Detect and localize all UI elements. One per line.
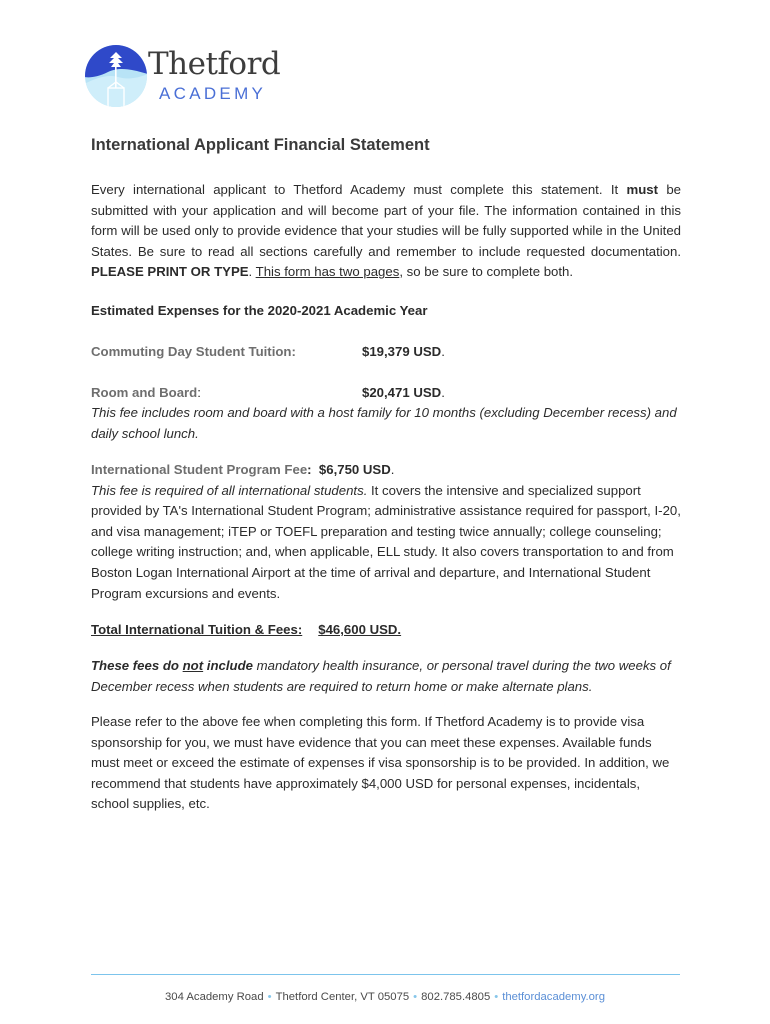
- isp-fee-note: It covers the intensive and specialized support provided by TA's International Student Program; administrative assistance required for passport, I-20, and visa management; iTEP or TOEFL preparation and testing twice annually; college counseling; college writing instruction; and, when applicable, ELL study. It also covers transportation to and from Boston Logan International Airport at the time of arrival and departure, and International Student Program excursions and events.: [91, 482, 681, 601]
- commuting-tuition-suffix: .: [441, 344, 445, 359]
- room-board-suffix: .: [441, 385, 445, 400]
- total-fees-amount: $46,600 USD.: [318, 622, 402, 637]
- room-board-note: This fee includes room and board with a host family for 10 months (excluding December recess) and daily school lunch.: [91, 405, 677, 441]
- academy-emblem-icon: [84, 44, 148, 108]
- room-board-row: [91, 383, 681, 404]
- intro-text-2: be submitted with your application and will become part of your file. The information contained in this form will be used only to provide evidence that your studies will be fully supported while in the United States. Be sure to read all sections carefully and remember to include requested documentation.: [91, 182, 681, 259]
- fees-exclusion-note: [91, 656, 681, 697]
- note-bold-2: include: [203, 658, 253, 673]
- footer-contact: [0, 991, 770, 1003]
- intro-text-3: .: [248, 264, 256, 280]
- estimated-expenses-heading: Estimated Expenses for the 2020-2021 Academic Year: [91, 303, 428, 318]
- note-bold-1: These fees do: [91, 658, 183, 673]
- footer-separator: •: [413, 991, 418, 1003]
- isp-fee-amount: $6,750 USD: [318, 462, 391, 477]
- intro-text-4: , so be sure to complete both.: [399, 264, 574, 280]
- logo-name: Thetford: [148, 46, 281, 82]
- isp-fee-colon: :: [307, 462, 312, 477]
- footer-website-link[interactable]: thetfordacademy.org: [502, 991, 605, 1003]
- intro-two-pages: This form has two pages: [255, 264, 400, 280]
- footer-separator: •: [267, 991, 272, 1003]
- isp-fee-note-italic: This fee is required of all international students.: [91, 482, 368, 498]
- total-fees-label: Total International Tuition & Fees:: [91, 622, 303, 637]
- intro-must: must: [626, 182, 658, 197]
- footer-city: Thetford Center, VT 05075: [275, 991, 410, 1003]
- total-fees-row: [91, 620, 681, 641]
- visa-sponsorship-paragraph: Please refer to the above fee when completing this form. If Thetford Academy is to provide visa sponsorship for you, we must have evidence that you can meet these expenses. Available funds must meet or exceed the estimate of expenses if visa sponsorship is to be provided. In addition, we recommend that students have approximately $4,000 USD for personal expenses, incidentals, school supplies, etc.: [91, 714, 670, 812]
- room-board-label: Room and Board: [91, 385, 198, 400]
- footer-address: 304 Academy Road: [165, 991, 264, 1003]
- isp-fee-label: International Student Program Fee: [91, 462, 308, 477]
- isp-fee-section: [91, 460, 681, 604]
- commuting-tuition-row: [91, 342, 681, 363]
- footer-separator: •: [494, 991, 499, 1003]
- note-not: not: [182, 658, 204, 673]
- footer-divider: [91, 974, 680, 975]
- room-board-amount: $20,471 USD: [362, 385, 442, 400]
- intro-paragraph: [91, 180, 681, 283]
- intro-please-print: PLEASE PRINT OR TYPE: [91, 264, 249, 280]
- note-rest: mandatory health insurance, or personal travel during the two weeks of December recess when students are required to return home or make alternate plans.: [91, 658, 671, 694]
- commuting-tuition-amount: $19,379 USD: [362, 344, 442, 359]
- intro-text-1: Every international applicant to Thetford Academy must complete this statement. It: [91, 182, 627, 197]
- page-title: International Applicant Financial Statement: [91, 136, 430, 154]
- room-board-colon: :: [197, 385, 201, 400]
- footer-phone: 802.785.4805: [421, 991, 491, 1003]
- thetford-academy-logo: [84, 44, 284, 110]
- commuting-tuition-label: Commuting Day Student Tuition:: [91, 344, 296, 359]
- logo-subtitle: ACADEMY: [159, 84, 267, 103]
- isp-fee-suffix: .: [390, 462, 395, 477]
